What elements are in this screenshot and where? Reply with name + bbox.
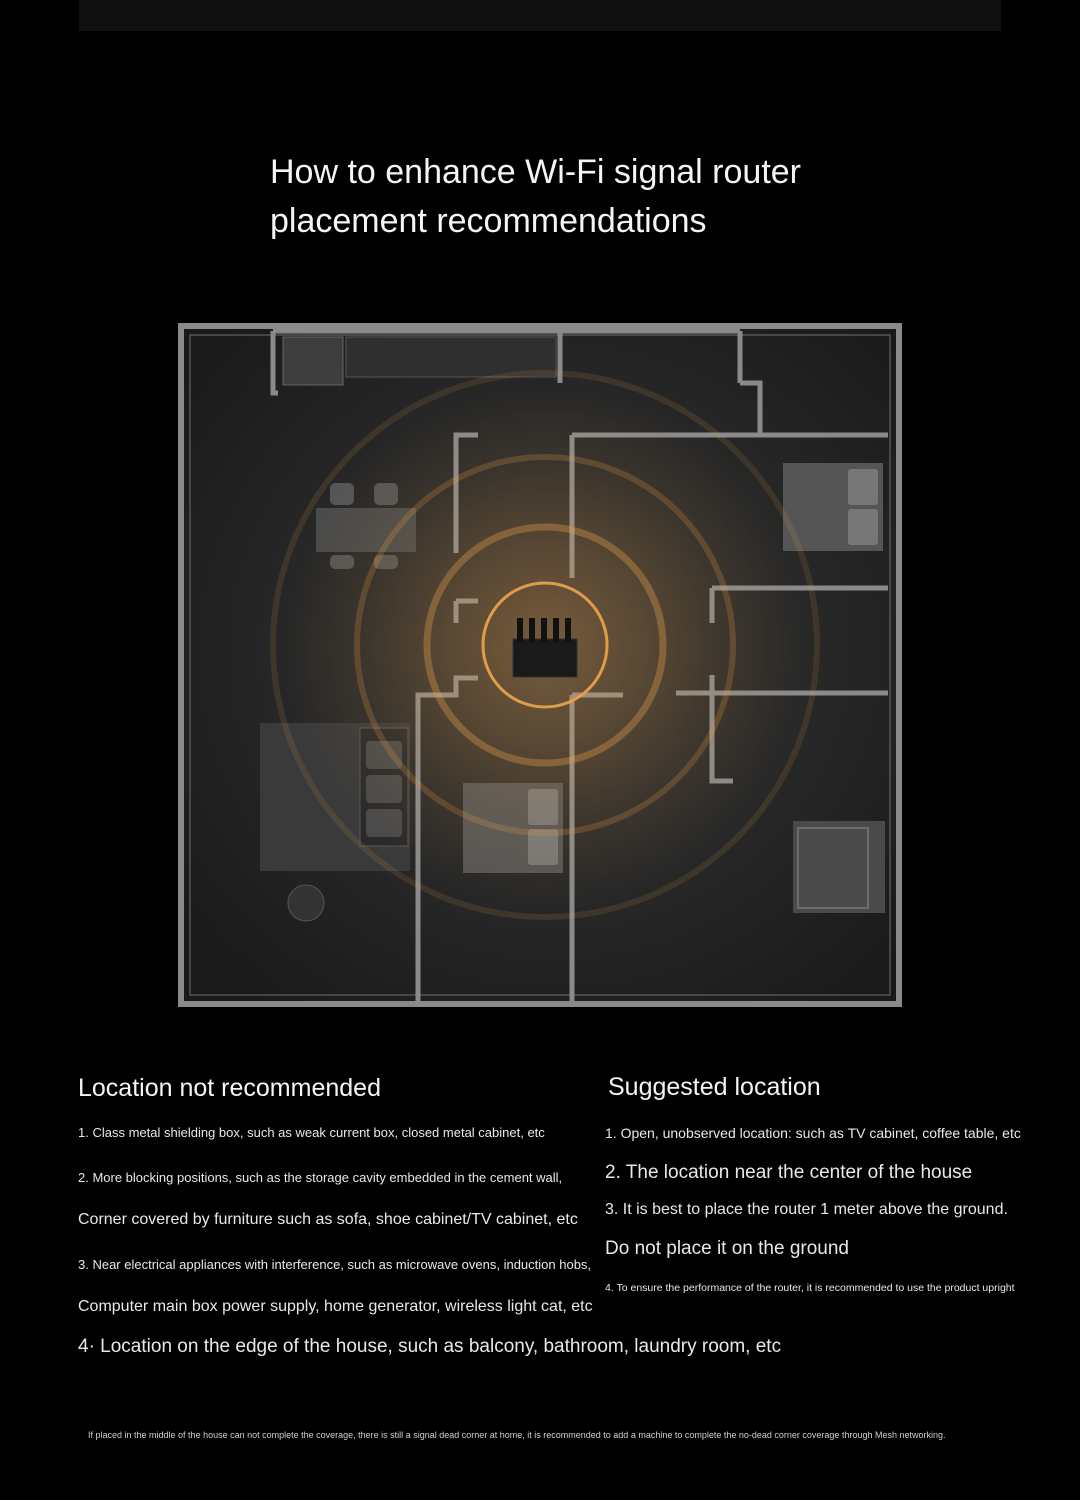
suggested-item-3-cont: Do not place it on the ground (605, 1238, 850, 1259)
footnote: If placed in the middle of the house can not complete the coverage, there is still a signal dead corner at home, it is recommended to add a machine to complete the no-dead corner coverage through Mesh networking. (88, 1430, 946, 1440)
suggested-item-1: 1. Open, unobserved location: such as TV cabinet, coffee table, etc (605, 1125, 1021, 1141)
floorplan-svg (178, 323, 902, 1007)
top-bar (79, 0, 1001, 31)
title-line-1: How to enhance Wi-Fi signal router (270, 153, 802, 191)
router-icon (513, 618, 577, 677)
not-recommended-item-2-cont: Corner covered by furniture such as sofa, shoe cabinet/TV cabinet, etc (78, 1211, 578, 1228)
armchair (288, 885, 324, 921)
suggested-item-3: 3. It is best to place the router 1 meter above the ground. (605, 1201, 1008, 1218)
not-recommended-item-4: 4· Location on the edge of the house, such as balcony, bathroom, laundry room, etc (78, 1336, 782, 1357)
suggested-heading: Suggested location (608, 1073, 821, 1101)
suggested-item-2: 2. The location near the center of the house (605, 1162, 973, 1183)
not-recommended-item-3: 3. Near electrical appliances with interference, such as microwave ovens, induction hobs, (78, 1257, 592, 1272)
page-title (270, 148, 910, 246)
suggested-item-4: 4. To ensure the performance of the router, it is recommended to use the product upright (605, 1282, 1015, 1294)
bed-bottom-right (793, 821, 885, 913)
not-recommended-item-2: 2. More blocking positions, such as the storage cavity embedded in the cement wall, (78, 1170, 563, 1185)
not-recommended-item-3-cont: Computer main box power supply, home generator, wireless light cat, etc (78, 1298, 593, 1315)
title-line-2: placement recommendations (270, 202, 707, 240)
not-recommended-item-1: 1. Class metal shielding box, such as weak current box, closed metal cabinet, etc (78, 1125, 545, 1140)
router-floorplan-illustration (178, 323, 902, 1007)
not-recommended-heading: Location not recommended (78, 1074, 381, 1102)
kitchen-counter (283, 337, 343, 385)
